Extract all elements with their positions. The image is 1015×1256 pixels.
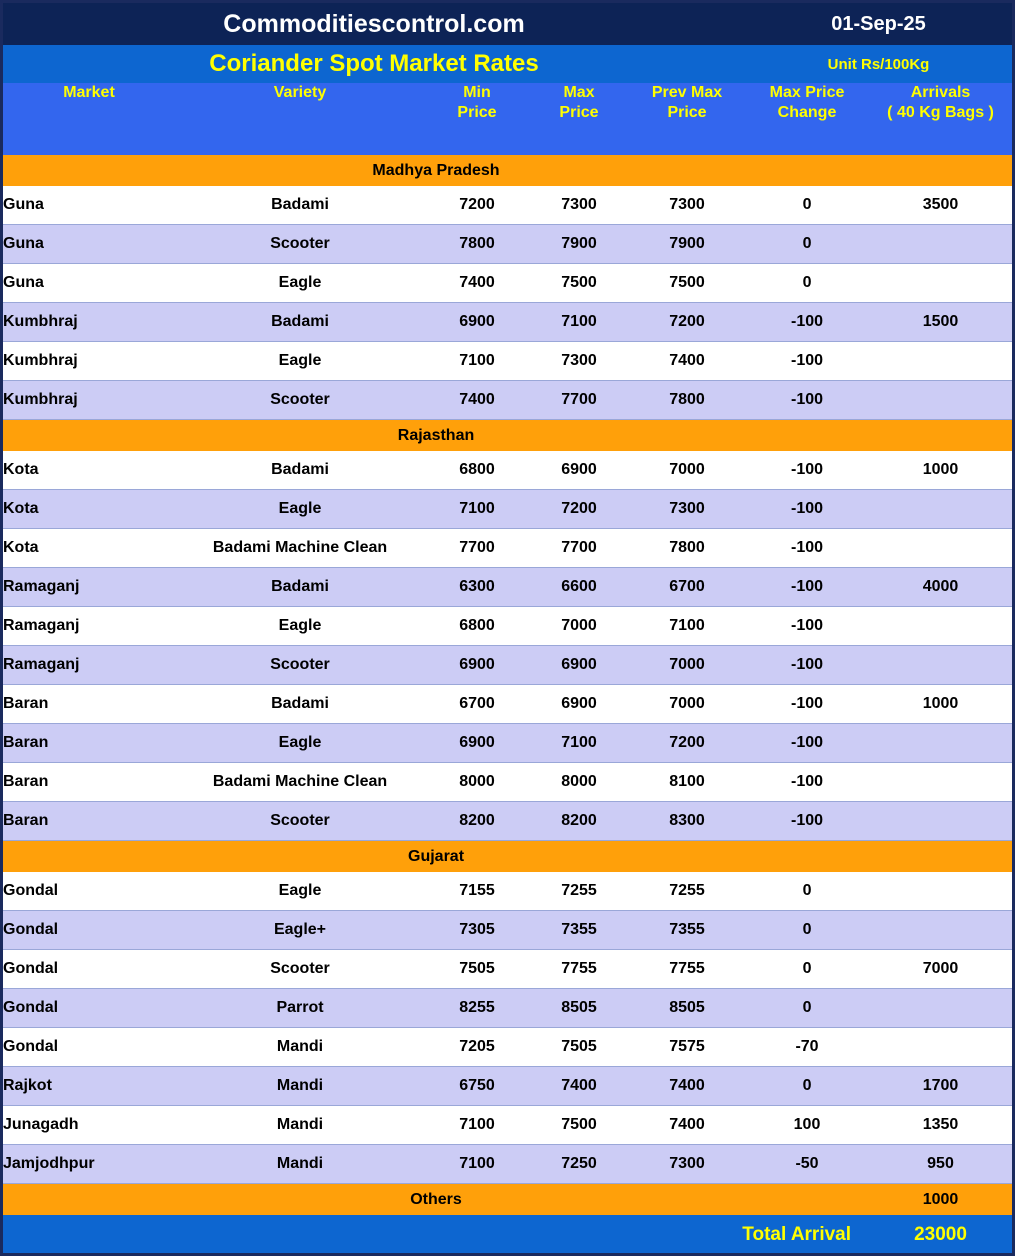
- cell-min-price: 7400: [425, 381, 529, 420]
- cell-market: Gondal: [3, 950, 175, 989]
- cell-max-price-change: 0: [745, 264, 869, 303]
- table-row: [3, 646, 1012, 685]
- table-row: [3, 225, 1012, 264]
- region-arrivals: 1000: [869, 1184, 1012, 1216]
- cell-variety: Eagle: [175, 264, 425, 303]
- region-label: Rajasthan: [3, 420, 869, 452]
- cell-market: Baran: [3, 763, 175, 802]
- cell-prev-max-price: 7755: [629, 950, 745, 989]
- cell-market: Baran: [3, 724, 175, 763]
- cell-arrivals: [869, 225, 1012, 264]
- cell-min-price: 8255: [425, 989, 529, 1028]
- cell-market: Guna: [3, 186, 175, 225]
- table-row: [3, 186, 1012, 225]
- cell-market: Ramaganj: [3, 607, 175, 646]
- title-bar: [3, 3, 1012, 45]
- cell-arrivals: [869, 911, 1012, 950]
- cell-max-price: 6900: [529, 646, 629, 685]
- cell-variety: Eagle: [175, 490, 425, 529]
- cell-arrivals: 1500: [869, 303, 1012, 342]
- cell-min-price: 6900: [425, 724, 529, 763]
- cell-variety: Badami: [175, 451, 425, 490]
- cell-max-price-change: -70: [745, 1028, 869, 1067]
- cell-min-price: 6800: [425, 607, 529, 646]
- region-row: [3, 420, 1012, 452]
- table-row: [3, 911, 1012, 950]
- cell-max-price-change: -100: [745, 724, 869, 763]
- column-header-variety: Variety: [175, 83, 425, 155]
- cell-prev-max-price: 7300: [629, 490, 745, 529]
- cell-max-price-change: -100: [745, 342, 869, 381]
- cell-market: Kumbhraj: [3, 303, 175, 342]
- cell-max-price: 7250: [529, 1145, 629, 1184]
- cell-market: Jamjodhpur: [3, 1145, 175, 1184]
- cell-max-price-change: -100: [745, 529, 869, 568]
- cell-min-price: 6750: [425, 1067, 529, 1106]
- table-body: [3, 155, 1012, 1215]
- table-row: [3, 568, 1012, 607]
- cell-prev-max-price: 7355: [629, 911, 745, 950]
- cell-min-price: 7400: [425, 264, 529, 303]
- cell-arrivals: [869, 1028, 1012, 1067]
- region-arrivals: [869, 155, 1012, 186]
- region-label: Others: [3, 1184, 869, 1216]
- table-row: [3, 381, 1012, 420]
- subtitle-bar: [3, 45, 1012, 83]
- cell-arrivals: [869, 264, 1012, 303]
- cell-max-price: 7000: [529, 607, 629, 646]
- cell-arrivals: 1350: [869, 1106, 1012, 1145]
- cell-min-price: 7100: [425, 1145, 529, 1184]
- cell-variety: Eagle: [175, 872, 425, 911]
- cell-max-price: 7355: [529, 911, 629, 950]
- column-header-max-price-change: Max Price Change: [745, 83, 869, 155]
- cell-variety: Badami: [175, 568, 425, 607]
- cell-market: Rajkot: [3, 1067, 175, 1106]
- cell-arrivals: 1000: [869, 685, 1012, 724]
- cell-arrivals: 1700: [869, 1067, 1012, 1106]
- cell-variety: Mandi: [175, 1067, 425, 1106]
- cell-arrivals: [869, 342, 1012, 381]
- cell-arrivals: [869, 607, 1012, 646]
- cell-max-price-change: 0: [745, 989, 869, 1028]
- cell-max-price-change: 0: [745, 911, 869, 950]
- cell-variety: Badami: [175, 186, 425, 225]
- cell-max-price-change: 100: [745, 1106, 869, 1145]
- cell-arrivals: [869, 529, 1012, 568]
- cell-market: Kota: [3, 490, 175, 529]
- cell-max-price: 6600: [529, 568, 629, 607]
- cell-max-price: 7300: [529, 342, 629, 381]
- table-row: [3, 451, 1012, 490]
- cell-market: Junagadh: [3, 1106, 175, 1145]
- report-date: 01-Sep-25: [745, 3, 1012, 45]
- region-row: [3, 841, 1012, 873]
- cell-variety: Eagle: [175, 607, 425, 646]
- cell-min-price: 8200: [425, 802, 529, 841]
- cell-min-price: 7305: [425, 911, 529, 950]
- cell-min-price: 7205: [425, 1028, 529, 1067]
- cell-variety: Eagle: [175, 724, 425, 763]
- cell-max-price: 7200: [529, 490, 629, 529]
- cell-min-price: 6900: [425, 303, 529, 342]
- column-header-market: Market: [3, 83, 175, 155]
- table-row: [3, 1028, 1012, 1067]
- cell-max-price: 6900: [529, 451, 629, 490]
- cell-prev-max-price: 7575: [629, 1028, 745, 1067]
- cell-max-price-change: -100: [745, 646, 869, 685]
- cell-max-price: 8000: [529, 763, 629, 802]
- cell-max-price-change: 0: [745, 950, 869, 989]
- cell-prev-max-price: 8300: [629, 802, 745, 841]
- region-row: [3, 1184, 1012, 1216]
- cell-max-price: 7900: [529, 225, 629, 264]
- cell-max-price-change: 0: [745, 1067, 869, 1106]
- cell-arrivals: [869, 724, 1012, 763]
- cell-prev-max-price: 7900: [629, 225, 745, 264]
- cell-market: Kumbhraj: [3, 342, 175, 381]
- cell-arrivals: [869, 381, 1012, 420]
- total-row: [3, 1215, 1012, 1255]
- table-row: [3, 763, 1012, 802]
- cell-variety: Scooter: [175, 646, 425, 685]
- cell-max-price: 7500: [529, 1106, 629, 1145]
- cell-prev-max-price: 7500: [629, 264, 745, 303]
- cell-max-price: 7100: [529, 303, 629, 342]
- cell-max-price: 7755: [529, 950, 629, 989]
- cell-prev-max-price: 7400: [629, 1106, 745, 1145]
- cell-arrivals: 4000: [869, 568, 1012, 607]
- cell-prev-max-price: 7200: [629, 303, 745, 342]
- cell-prev-max-price: 7400: [629, 342, 745, 381]
- table-row: [3, 264, 1012, 303]
- cell-arrivals: 7000: [869, 950, 1012, 989]
- table-row: [3, 724, 1012, 763]
- cell-variety: Eagle+: [175, 911, 425, 950]
- cell-variety: Badami: [175, 303, 425, 342]
- cell-prev-max-price: 8100: [629, 763, 745, 802]
- cell-max-price: 8200: [529, 802, 629, 841]
- cell-prev-max-price: 7000: [629, 451, 745, 490]
- cell-variety: Scooter: [175, 225, 425, 264]
- cell-min-price: 7155: [425, 872, 529, 911]
- cell-max-price: 7500: [529, 264, 629, 303]
- region-label: Madhya Pradesh: [3, 155, 869, 186]
- total-arrival-value: 23000: [869, 1215, 1012, 1255]
- cell-market: Gondal: [3, 872, 175, 911]
- cell-arrivals: [869, 802, 1012, 841]
- cell-prev-max-price: 8505: [629, 989, 745, 1028]
- cell-min-price: 7100: [425, 342, 529, 381]
- cell-min-price: 6900: [425, 646, 529, 685]
- cell-market: Gondal: [3, 911, 175, 950]
- cell-min-price: 7100: [425, 490, 529, 529]
- cell-max-price-change: -100: [745, 607, 869, 646]
- cell-market: Gondal: [3, 1028, 175, 1067]
- table-row: [3, 529, 1012, 568]
- cell-prev-max-price: 7400: [629, 1067, 745, 1106]
- column-header-min-price: Min Price: [425, 83, 529, 155]
- cell-market: Baran: [3, 685, 175, 724]
- table-row: [3, 685, 1012, 724]
- cell-prev-max-price: 7100: [629, 607, 745, 646]
- cell-min-price: 7100: [425, 1106, 529, 1145]
- cell-prev-max-price: 7300: [629, 1145, 745, 1184]
- region-row: [3, 155, 1012, 186]
- cell-arrivals: [869, 763, 1012, 802]
- cell-market: Kumbhraj: [3, 381, 175, 420]
- cell-max-price-change: -100: [745, 568, 869, 607]
- site-title: Commoditiescontrol.com: [3, 3, 745, 45]
- cell-min-price: 7200: [425, 186, 529, 225]
- table-row: [3, 342, 1012, 381]
- unit-label: Unit Rs/100Kg: [745, 45, 1012, 83]
- cell-prev-max-price: 7200: [629, 724, 745, 763]
- cell-prev-max-price: 7000: [629, 685, 745, 724]
- cell-min-price: 6800: [425, 451, 529, 490]
- cell-variety: Parrot: [175, 989, 425, 1028]
- cell-variety: Badami Machine Clean: [175, 529, 425, 568]
- table-row: [3, 1106, 1012, 1145]
- cell-variety: Eagle: [175, 342, 425, 381]
- cell-prev-max-price: 7800: [629, 529, 745, 568]
- region-arrivals: [869, 841, 1012, 873]
- table-row: [3, 989, 1012, 1028]
- cell-market: Kota: [3, 529, 175, 568]
- cell-min-price: 6700: [425, 685, 529, 724]
- table-row: [3, 490, 1012, 529]
- total-arrival-label: Total Arrival: [3, 1215, 869, 1255]
- cell-market: Guna: [3, 264, 175, 303]
- cell-market: Ramaganj: [3, 568, 175, 607]
- cell-max-price-change: -100: [745, 802, 869, 841]
- cell-max-price-change: -100: [745, 685, 869, 724]
- cell-variety: Badami: [175, 685, 425, 724]
- table-row: [3, 1067, 1012, 1106]
- cell-max-price-change: 0: [745, 186, 869, 225]
- cell-arrivals: 3500: [869, 186, 1012, 225]
- cell-min-price: 8000: [425, 763, 529, 802]
- cell-variety: Scooter: [175, 950, 425, 989]
- cell-max-price: 6900: [529, 685, 629, 724]
- cell-arrivals: 950: [869, 1145, 1012, 1184]
- cell-max-price: 7700: [529, 529, 629, 568]
- cell-min-price: 7800: [425, 225, 529, 264]
- cell-arrivals: [869, 490, 1012, 529]
- table-row: [3, 950, 1012, 989]
- cell-min-price: 7505: [425, 950, 529, 989]
- cell-market: Kota: [3, 451, 175, 490]
- table-row: [3, 607, 1012, 646]
- cell-max-price: 7700: [529, 381, 629, 420]
- cell-max-price-change: -100: [745, 381, 869, 420]
- cell-variety: Scooter: [175, 381, 425, 420]
- cell-max-price-change: -100: [745, 451, 869, 490]
- cell-max-price: 7300: [529, 186, 629, 225]
- region-label: Gujarat: [3, 841, 869, 873]
- cell-min-price: 7700: [425, 529, 529, 568]
- cell-prev-max-price: 7255: [629, 872, 745, 911]
- cell-market: Ramaganj: [3, 646, 175, 685]
- cell-market: Gondal: [3, 989, 175, 1028]
- cell-max-price-change: -50: [745, 1145, 869, 1184]
- column-header-row: [3, 83, 1012, 155]
- cell-max-price-change: -100: [745, 763, 869, 802]
- table-row: [3, 1145, 1012, 1184]
- cell-max-price-change: -100: [745, 490, 869, 529]
- cell-variety: Mandi: [175, 1106, 425, 1145]
- cell-arrivals: [869, 872, 1012, 911]
- cell-variety: Mandi: [175, 1028, 425, 1067]
- cell-prev-max-price: 7000: [629, 646, 745, 685]
- cell-arrivals: [869, 989, 1012, 1028]
- cell-prev-max-price: 7800: [629, 381, 745, 420]
- coriander-rates-table: [3, 3, 1012, 1255]
- cell-prev-max-price: 6700: [629, 568, 745, 607]
- cell-max-price: 7255: [529, 872, 629, 911]
- cell-min-price: 6300: [425, 568, 529, 607]
- table-row: [3, 802, 1012, 841]
- cell-max-price: 8505: [529, 989, 629, 1028]
- cell-market: Guna: [3, 225, 175, 264]
- cell-max-price-change: -100: [745, 303, 869, 342]
- cell-market: Baran: [3, 802, 175, 841]
- cell-max-price-change: 0: [745, 872, 869, 911]
- column-header-max-price: Max Price: [529, 83, 629, 155]
- page-title: Coriander Spot Market Rates: [3, 45, 745, 83]
- cell-max-price-change: 0: [745, 225, 869, 264]
- column-header-arrivals: Arrivals ( 40 Kg Bags ): [869, 83, 1012, 155]
- cell-variety: Mandi: [175, 1145, 425, 1184]
- region-arrivals: [869, 420, 1012, 452]
- cell-max-price: 7400: [529, 1067, 629, 1106]
- cell-prev-max-price: 7300: [629, 186, 745, 225]
- cell-arrivals: 1000: [869, 451, 1012, 490]
- table-row: [3, 872, 1012, 911]
- cell-arrivals: [869, 646, 1012, 685]
- cell-max-price: 7100: [529, 724, 629, 763]
- cell-variety: Badami Machine Clean: [175, 763, 425, 802]
- cell-variety: Scooter: [175, 802, 425, 841]
- table-row: [3, 303, 1012, 342]
- cell-max-price: 7505: [529, 1028, 629, 1067]
- column-header-prev-max-price: Prev Max Price: [629, 83, 745, 155]
